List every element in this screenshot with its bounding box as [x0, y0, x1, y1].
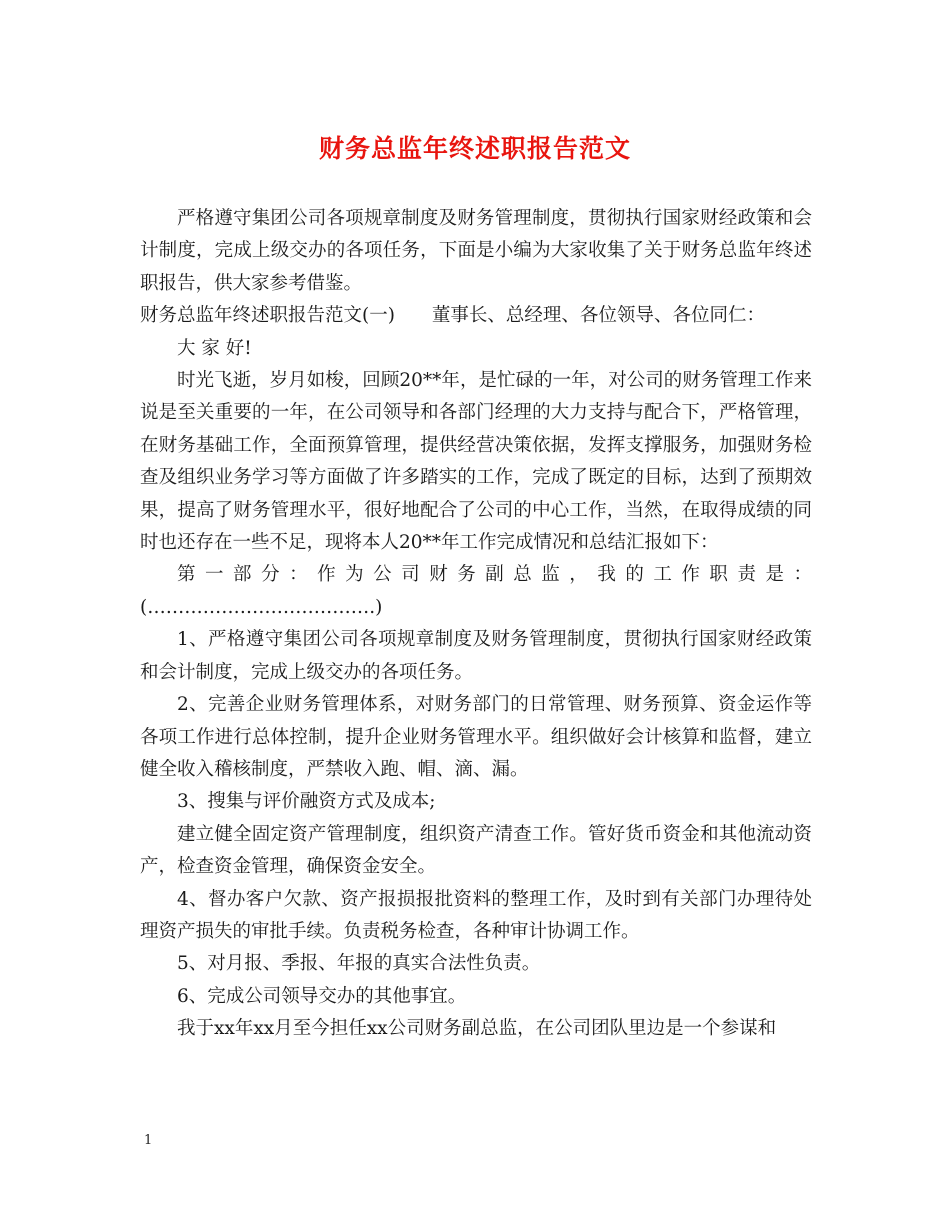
duty-item-6: 6、完成公司领导交办的其他事宜。: [177, 985, 467, 1007]
greeting: 大 家 好!: [177, 337, 252, 359]
document-title: 财务总监年终述职报告范文: [318, 134, 631, 163]
duty-item-2: 2、完善企业财务管理体系，对财务部门的日常管理、财务预算、资金运作等各项工作进行总体控制，提升企业财务管理水平。组织做好会计核算和监督，建立健全收入稽核制度，严禁收入跑、帽、滴、漏。: [140, 694, 812, 780]
duty-item-1: 1、严格遵守集团公司各项规章制度及财务管理制度，贯彻执行国家财经政策和会计制度，完成上级交办的各项任务。: [140, 629, 812, 683]
part-one-heading: 第一部分：作为公司财务副总监，我的工作职责是：(……………………………….): [140, 564, 812, 618]
closing-line: 我于xx年xx月至今担任xx公司财务副总监，在公司团队里边是一个参谋和: [177, 1018, 777, 1040]
page-number: 1: [144, 1133, 153, 1148]
document-body: [140, 203, 812, 1046]
review-paragraph: 时光飞逝，岁月如梭，回顾20**年，是忙碌的一年，对公司的财务管理工作来说是至关重要的一年，在公司领导和各部门经理的大力支持与配合下，严格管理，在财务基础工作，全面预算管理，提供经营决策依据，发挥支撑服务，加强财务检查及组织业务学习等方面做了许多踏实的工作，完成了既定的目标，达到了预期效果，提高了财务管理水平，很好地配合了公司的中心工作，当然，在取得成绩的同时也还存在一些不足，现将本人20**年工作完成情况和总结汇报如下：: [140, 370, 812, 554]
intro-paragraph: 严格遵守集团公司各项规章制度及财务管理制度，贯彻执行国家财经政策和会计制度，完成上级交办的各项任务，下面是小编为大家收集了关于财务总监年终述职报告，供大家参考借鉴。: [140, 208, 812, 294]
duty-item-3: 3、搜集与评价融资方式及成本;: [177, 791, 436, 813]
section-heading: 财务总监年终述职报告范文(一) 董事长、总经理、各位领导、各位同仁：: [140, 305, 765, 327]
duty-item-4: 4、督办客户欠款、资产报损报批资料的整理工作，及时到有关部门办理待处理资产损失的审批手续。负责税务检查，各种审计协调工作。: [140, 888, 812, 942]
duty-item-5: 5、对月报、季报、年报的真实合法性负责。: [177, 953, 541, 975]
duty-item-3-detail: 建立健全固定资产管理制度，组织资产清查工作。管好货币资金和其他流动资产，检查资金管理，确保资金安全。: [140, 823, 812, 878]
